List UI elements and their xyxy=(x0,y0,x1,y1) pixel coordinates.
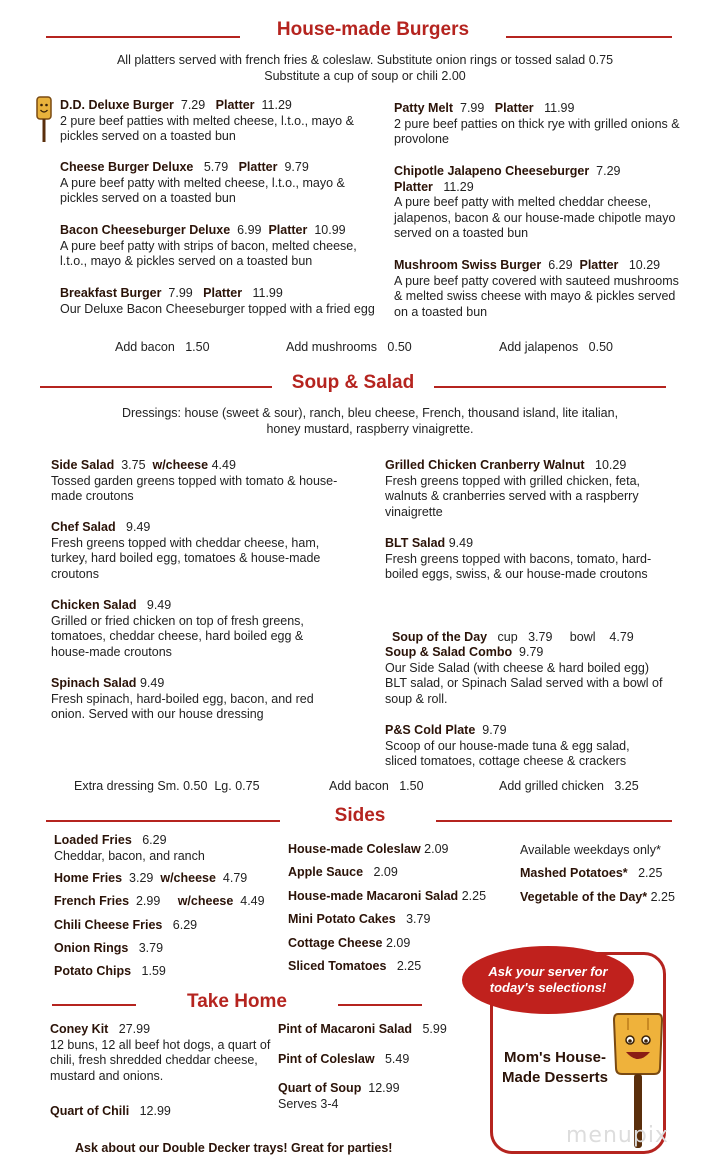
platter-price: 11.99 xyxy=(544,101,575,115)
salad-desc: Fresh spinach, hard-boiled egg, bacon, and red onion. Served with our house dressing xyxy=(51,691,314,721)
salad-name: P&S Cold Plate xyxy=(385,723,476,737)
salad-desc: Our Side Salad (with cheese & hard boiled egg) BLT salad, or Spinach Salad served with a bowl of soup & roll. xyxy=(385,660,663,706)
salad-item xyxy=(51,520,341,582)
salad-desc: Tossed garden greens topped with tomato & house-made croutons xyxy=(51,473,338,503)
salad-desc: Fresh greens topped with grilled chicken, feta, walnuts & cranberries served with a raspberry vinaigrette xyxy=(385,473,640,519)
take-home-price: 5.49 xyxy=(384,1052,410,1066)
salad-addon: Add grilled chicken 3.25 xyxy=(499,779,639,793)
sides-rule-left xyxy=(46,820,280,822)
salad-price: 9.49 xyxy=(126,520,151,534)
side-price: 2.09 xyxy=(373,865,398,879)
burger-addon: Add mushrooms 0.50 xyxy=(286,340,412,354)
side-price: 2.99 xyxy=(135,894,161,908)
side-item xyxy=(54,894,265,910)
platter-price: 10.29 xyxy=(628,258,661,272)
platter-price: 11.29 xyxy=(261,98,292,112)
burgers-intro-1: All platters served with french fries & coleslaw. Substitute onion rings or tossed salad 0.75 xyxy=(116,53,614,67)
burger-name: Bacon Cheeseburger Deluxe xyxy=(60,223,231,237)
side-extra-label: w/cheese xyxy=(160,871,216,885)
side-price: 2.09 xyxy=(424,842,449,856)
side-name: Potato Chips xyxy=(54,964,132,978)
platter-price: 10.99 xyxy=(314,223,346,237)
salad-item xyxy=(51,598,321,660)
side-name: Mashed Potatoes* xyxy=(520,866,628,880)
salad-addon: Add bacon 1.50 xyxy=(329,779,424,793)
salad-name: Chef Salad xyxy=(51,520,116,534)
salad-name: Grilled Chicken Cranberry Walnut xyxy=(385,458,585,472)
burger-desc: A pure beef patty with strips of bacon, melted cheese, l.t.o., mayo & pickles served on a toasted bun xyxy=(60,238,357,268)
salad-extra-price: 4.49 xyxy=(211,458,236,472)
platter-label: Platter xyxy=(238,160,278,174)
soup-salad-title: Soup & Salad xyxy=(291,372,415,393)
salad-price: 9.49 xyxy=(448,536,474,550)
salad-name: Spinach Salad xyxy=(51,676,137,690)
burger-item xyxy=(60,286,376,317)
side-item xyxy=(54,964,166,980)
salad-desc: Fresh greens topped with cheddar cheese, ham, turkey, hard boiled egg, tomatoes & house-made croutons xyxy=(51,535,321,581)
salad-name: BLT Salad xyxy=(385,536,446,550)
burger-price: 5.79 xyxy=(203,160,229,174)
side-name: Onion Rings xyxy=(54,941,129,955)
side-name: House-made Coleslaw xyxy=(288,842,421,856)
side-price: 3.79 xyxy=(138,941,164,955)
burger-price: 7.99 xyxy=(168,286,193,300)
take-home-item xyxy=(278,1081,400,1112)
side-name: Loaded Fries xyxy=(54,833,132,847)
platter-label: Platter xyxy=(203,286,243,300)
side-price: 2.25 xyxy=(461,889,487,903)
takehome-rule-left xyxy=(52,1004,136,1006)
watermark: menupix xyxy=(566,1123,669,1148)
burger-item xyxy=(60,223,378,270)
side-extra-price: 4.79 xyxy=(222,871,248,885)
salad-name: Soup & Salad Combo xyxy=(385,645,513,659)
bubble-text: Ask your server for today's selections! xyxy=(488,964,608,995)
side-price: 2.09 xyxy=(385,936,411,950)
salad-item xyxy=(385,614,675,645)
salad-name: Soup of the Day xyxy=(391,629,488,644)
soup-rule-right xyxy=(434,386,666,388)
burgers-title: House-made Burgers xyxy=(276,19,470,40)
salad-price: 10.29 xyxy=(595,458,627,472)
salad-item xyxy=(385,458,667,520)
burgers-rule-left xyxy=(46,36,240,38)
burger-item xyxy=(60,98,380,145)
burger-price: 6.99 xyxy=(237,223,262,237)
burgers-rule-right xyxy=(506,36,672,38)
side-price: 2.25 xyxy=(638,866,663,880)
take-home-title: Take Home xyxy=(187,991,287,1012)
side-name: Vegetable of the Day* xyxy=(520,890,648,904)
burger-item xyxy=(394,258,686,320)
platter-price: 9.79 xyxy=(284,160,309,174)
side-name: French Fries xyxy=(54,894,130,908)
side-name: Cottage Cheese xyxy=(288,936,383,950)
side-item xyxy=(54,918,197,934)
take-home-desc: 12 buns, 12 all beef hot dogs, a quart of chili, fresh shredded cheddar cheese, mustard and onions. xyxy=(50,1037,271,1083)
side-item xyxy=(288,959,421,975)
burger-name: D.D. Deluxe Burger xyxy=(60,98,174,112)
side-name: Apple Sauce xyxy=(288,865,364,879)
platter-label: Platter xyxy=(268,223,308,237)
side-item xyxy=(54,941,163,957)
take-home-item xyxy=(278,1052,409,1068)
side-price: 2.25 xyxy=(396,959,422,973)
burger-price: 7.29 xyxy=(180,98,206,112)
side-name: Home Fries xyxy=(54,871,123,885)
side-name: Mini Potato Cakes xyxy=(288,912,396,926)
platter-label: Platter xyxy=(579,258,619,272)
side-price: 6.29 xyxy=(142,833,167,847)
side-item xyxy=(288,842,449,858)
side-price: 2.25 xyxy=(650,890,675,904)
burger-desc: A pure beef patty covered with sauteed mushrooms & melted swiss cheese with mayo & pickles served on a toasted bun xyxy=(394,273,679,319)
side-name: House-made Macaroni Salad xyxy=(288,889,459,903)
burger-name: Mushroom Swiss Burger xyxy=(394,258,542,272)
salad-price: 9.49 xyxy=(139,676,165,690)
salad-addon: Extra dressing Sm. 0.50 Lg. 0.75 xyxy=(74,779,260,793)
burger-addon: Add bacon 1.50 xyxy=(115,340,210,354)
side-item xyxy=(288,865,398,881)
take-home-price: 27.99 xyxy=(118,1022,151,1036)
salad-desc: Scoop of our house-made tuna & egg salad, sliced tomatoes, cottage cheese & crackers xyxy=(385,738,630,768)
salad-price: 9.79 xyxy=(482,723,507,737)
platter-price: 11.29 xyxy=(443,179,474,194)
burger-desc: Our Deluxe Bacon Cheeseburger topped with a fried egg xyxy=(60,301,375,316)
burger-price: 6.29 xyxy=(548,258,573,272)
take-home-name: Pint of Coleslaw xyxy=(278,1052,375,1066)
burger-name: Patty Melt xyxy=(394,101,454,115)
side-name: Chili Cheese Fries xyxy=(54,918,163,932)
burger-name: Cheese Burger Deluxe xyxy=(60,160,194,174)
platter-price: 11.99 xyxy=(252,286,283,300)
platter-label: Platter xyxy=(215,98,255,112)
take-home-note: Serves 3-4 xyxy=(278,1096,339,1111)
weekday-note: Available weekdays only* xyxy=(520,843,661,857)
salad-item xyxy=(385,536,655,583)
side-price: 6.29 xyxy=(172,918,198,932)
side-note: Cheddar, bacon, and ranch xyxy=(54,848,205,863)
salad-item xyxy=(385,645,665,707)
spatula-icon xyxy=(34,96,54,144)
desserts-title: Mom's House-Made Desserts xyxy=(502,1049,608,1086)
salad-price: 9.49 xyxy=(146,598,172,612)
burger-desc: 2 pure beef patties on thick rye with grilled onions & provolone xyxy=(394,116,680,146)
burger-item xyxy=(394,101,684,148)
side-item xyxy=(54,833,205,864)
take-home-price: 12.99 xyxy=(139,1104,171,1118)
salad-item xyxy=(385,723,655,770)
platter-label: Platter xyxy=(394,179,433,194)
side-item xyxy=(520,890,675,906)
sides-rule-right xyxy=(436,820,672,822)
take-home-price: 12.99 xyxy=(368,1081,400,1095)
burger-addon: Add jalapenos 0.50 xyxy=(499,340,613,354)
side-price: 3.29 xyxy=(129,871,154,885)
take-home-name: Pint of Macaroni Salad xyxy=(278,1022,413,1036)
platter-label: Platter xyxy=(494,101,534,115)
salad-desc: Grilled or fried chicken on top of fresh greens, tomatoes, cheddar cheese, hard boiled egg & house-made croutons xyxy=(51,613,304,659)
burger-name: Breakfast Burger xyxy=(60,286,162,300)
burgers-intro-2: Substitute a cup of soup or chili 2.00 xyxy=(264,69,466,83)
side-item xyxy=(520,866,662,882)
salad-name: Side Salad xyxy=(51,458,115,472)
soup-rule-left xyxy=(40,386,272,388)
burger-desc: A pure beef patty with melted cheese, l.t.o., mayo & pickles served on a toasted bun xyxy=(60,175,345,205)
take-home-name: Quart of Chili xyxy=(50,1104,130,1118)
burger-desc: 2 pure beef patties with melted cheese, l.t.o., mayo & pickles served on a toasted bun xyxy=(60,113,354,143)
salad-price: 9.79 xyxy=(519,645,544,659)
side-item xyxy=(288,889,486,905)
sides-title: Sides xyxy=(334,805,386,826)
side-item xyxy=(288,912,430,928)
burger-name: Chipotle Jalapeno Cheeseburger xyxy=(394,164,590,178)
burger-price: 7.99 xyxy=(460,101,485,115)
burger-item xyxy=(60,160,376,207)
take-home-item xyxy=(50,1104,272,1120)
salad-item xyxy=(51,676,333,723)
takehome-rule-right xyxy=(338,1004,422,1006)
take-home-name: Coney Kit xyxy=(50,1022,109,1036)
salad-price: 3.75 xyxy=(121,458,146,472)
dressings-line-1: Dressings: house (sweet & sour), ranch, bleu cheese, French, thousand island, lite italian, xyxy=(121,406,619,420)
double-decker-footer: Ask about our Double Decker trays! Great for parties! xyxy=(75,1141,393,1155)
take-home-item xyxy=(50,1022,272,1084)
salad-name: Chicken Salad xyxy=(51,598,137,612)
burger-desc: A pure beef patty with melted cheddar cheese, jalapenos, bacon & our house-made chipotle mayo served on a toasted bun xyxy=(394,195,676,240)
burger-price: 7.29 xyxy=(596,164,621,178)
salad-extra-label: w/cheese xyxy=(152,458,209,472)
take-home-item xyxy=(278,1022,447,1038)
take-home-name: Quart of Soup xyxy=(278,1081,362,1095)
take-home-price: 5.99 xyxy=(422,1022,447,1036)
salad-desc: Fresh greens topped with bacons, tomato, hard-boiled eggs, swiss, & our house-made croutons xyxy=(385,551,652,581)
side-item xyxy=(288,936,410,952)
side-extra-price: 4.49 xyxy=(240,894,265,908)
side-item xyxy=(54,871,247,887)
salad-item xyxy=(51,458,341,505)
ask-server-bubble xyxy=(462,946,634,1014)
burger-item xyxy=(394,164,686,242)
dressings-line-2: honey mustard, raspberry vinaigrette. xyxy=(266,422,474,436)
side-extra-label: w/cheese xyxy=(177,894,234,908)
side-price: 3.79 xyxy=(406,912,431,926)
side-name: Sliced Tomatoes xyxy=(288,959,387,973)
salad-price: cup 3.79 bowl 4.79 xyxy=(497,629,634,644)
side-price: 1.59 xyxy=(141,964,166,978)
